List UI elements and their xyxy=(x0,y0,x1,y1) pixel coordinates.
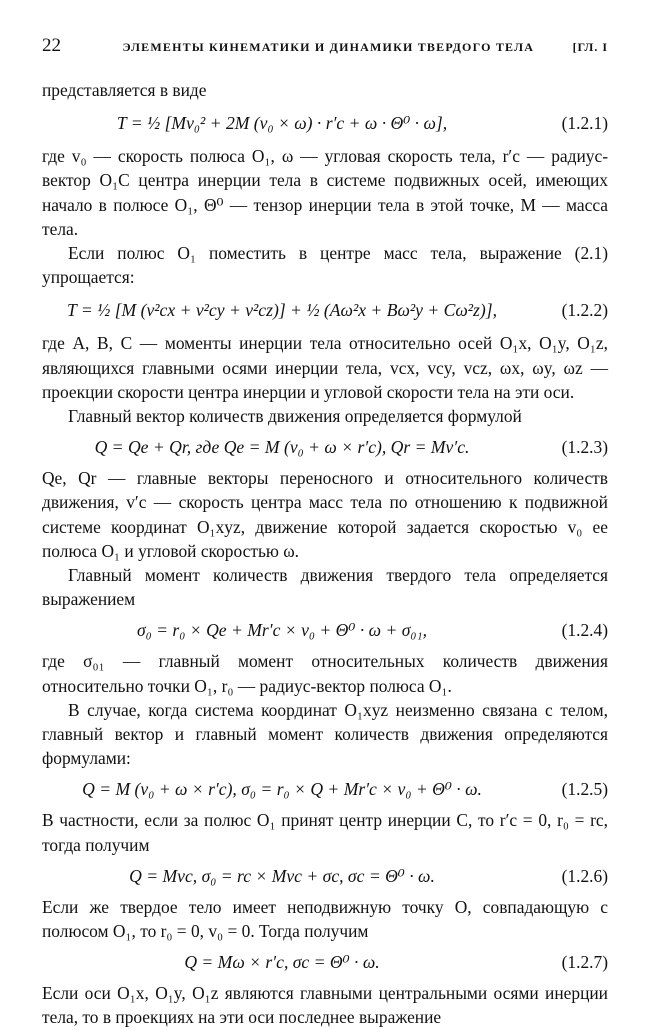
equation-formula: T = ½ [M (v²cx + v²cy + v²cz)] + ½ (Aω²x + Bω²y + Cω²z)], xyxy=(66,300,498,321)
paragraph-1: представляется в виде xyxy=(42,80,207,100)
equation-number: (1.2.4) xyxy=(561,620,608,641)
paragraph-5: Главный вектор количеств движения определяется формулой xyxy=(68,406,522,427)
paragraph-6: Qe, Qr — главные векторы переносного и относительного количеств движения, v′c — скорость центра масс тела по отношению к подвижной системе координат O₁xyz, движение которой задается скоростью v₀ ее полюса O₁ и угловой скоростью ω. xyxy=(42,468,608,561)
paragraph-11: Если же твердое тело имеет неподвижную точку O, совпадающую с полюсом O₁, то r₀ = 0, v₀ = 0. Тогда получим xyxy=(42,896,608,942)
running-title: ЭЛЕМЕНТЫ КИНЕМАТИКИ И ДИНАМИКИ ТВЕРДОГО ТЕЛА xyxy=(122,40,535,54)
paragraph-7: Главный момент количеств движения твердого тела определяется выражением xyxy=(42,565,608,610)
equation-1-2-6 xyxy=(42,858,608,894)
equation-1-2-3 xyxy=(42,429,608,465)
chapter-mark: [ГЛ. I xyxy=(572,40,608,54)
equation-number: (1.2.6) xyxy=(561,865,608,886)
equation-1-2-2 xyxy=(42,290,608,330)
equation-1-2-1 xyxy=(42,103,608,143)
paragraph-12: Если оси O₁x, O₁y, O₁z являются главными центральными осями инерции тела, то в проекциях на эти оси последнее выражение xyxy=(42,983,608,1028)
paragraph-4: где A, B, C — моменты инерции тела относительно осей O₁x, O₁y, O₁z, являющихся главными осями инерции тела, vcx, vcy, vcz, ωx, ωy, ωz — проекции скорости центра инерции и угловой скорости тела на эти оси. xyxy=(42,333,608,402)
running-head xyxy=(42,34,608,64)
paragraph-10: В частности, если за полюс O₁ принят центр инерции C, то r′c = 0, r₀ = rc, тогда получим xyxy=(42,810,608,855)
equation-number: (1.2.2) xyxy=(561,300,608,321)
paragraph-8: где σ₀₁ — главный момент относительных количеств движения относительно точки O₁, r₀ — радиус-вектор полюса O₁. xyxy=(42,651,608,696)
equation-1-2-7 xyxy=(42,944,608,980)
equation-number: (1.2.1) xyxy=(561,113,608,134)
equation-formula: Q = M (v₀ + ω × r′c), σ₀ = r₀ × Q + Mr′c × v₀ + Θ⁰ · ω. xyxy=(82,779,482,800)
equation-1-2-4 xyxy=(42,612,608,648)
paragraph-9: В случае, когда система координат O₁xyz неизменно связана с телом, главный вектор и главный момент количеств движения определяются формулами: xyxy=(42,699,608,769)
equation-formula: σ₀ = r₀ × Qe + Mr′c × v₀ + Θ⁰ · ω + σ₀₁, xyxy=(136,620,428,641)
equation-formula: Q = Mω × r′c, σc = Θ⁰ · ω. xyxy=(184,952,380,973)
equation-number: (1.2.3) xyxy=(561,437,608,458)
paragraph-2: где v₀ — скорость полюса O₁, ω — угловая скорость тела, r′c — радиус-вектор O₁C центра инерции тела в системе подвижных осей, имеющих начало в полюсе O₁, Θ⁰ — тензор инерции тела в этой точке, M — масса тела. xyxy=(42,146,608,239)
equation-1-2-5 xyxy=(42,771,608,807)
equation-formula: T = ½ [Mv₀² + 2M (v₀ × ω) · r′c + ω · Θ⁰ · ω], xyxy=(116,113,448,134)
equation-number: (1.2.5) xyxy=(561,779,608,800)
equation-formula: Q = Qe + Qr, где Qe = M (v₀ + ω × r′c), Qr = Mv′c. xyxy=(94,437,470,458)
paragraph-3: Если полюс O₁ поместить в центре масс тела, выражение (2.1) упрощается: xyxy=(42,243,608,288)
equation-number: (1.2.7) xyxy=(561,952,608,973)
equation-formula: Q = Mvc, σ₀ = rc × Mvc + σc, σc = Θ⁰ · ω. xyxy=(129,865,435,886)
page-number: 22 xyxy=(42,35,61,56)
book-page xyxy=(42,34,608,1030)
